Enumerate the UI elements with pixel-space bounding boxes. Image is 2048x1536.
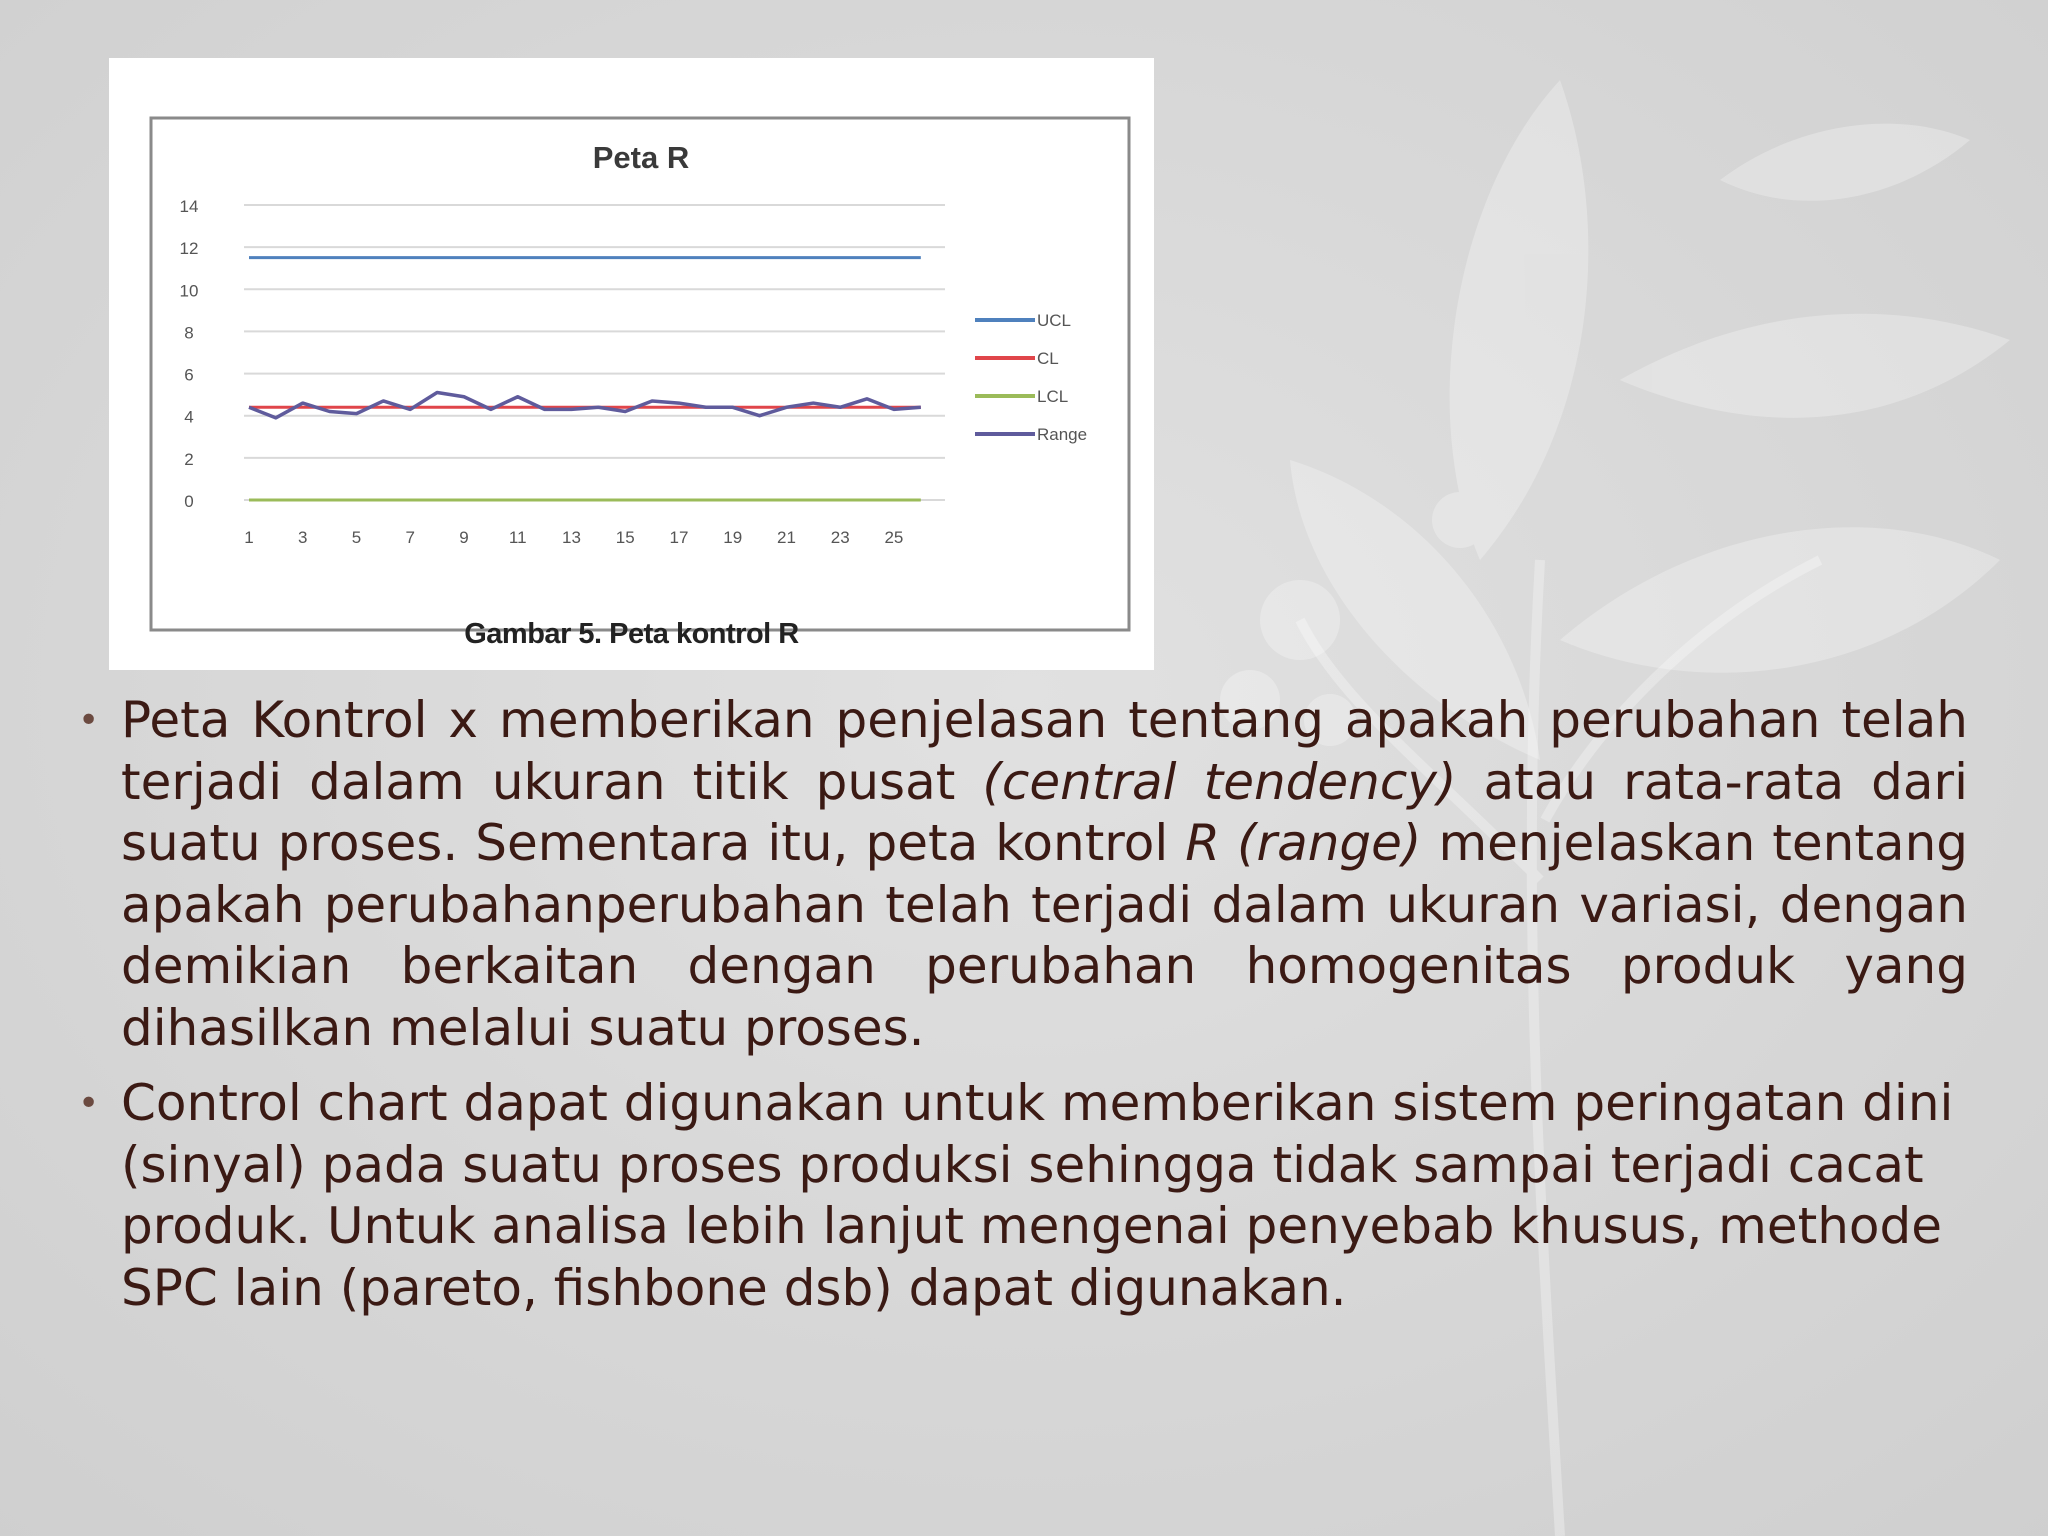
y-tick-label: 4 [184, 407, 194, 427]
bullet-text: R (range) [1185, 814, 1422, 872]
y-tick-label: 2 [184, 449, 194, 469]
bullet-text: Control chart dapat digunakan untuk memberikan sistem peringatan dini (sinyal) pada suatu proses produksi sehingga tidak sampai terjadi cacat produk. Untuk analisa lebih lanjut mengenai penyebab khusus, methode SPC lain (pareto, fishbone dsb) dapat digunakan. [121, 1074, 1954, 1317]
chart-title: Peta R [592, 140, 690, 175]
bullet-text: (central tendency) [982, 752, 1457, 811]
bullet-dot-icon: • [78, 1083, 100, 1124]
bullet-dot-icon: • [78, 700, 100, 741]
x-tick-label: 1 [244, 528, 254, 547]
y-tick-label: 8 [184, 323, 194, 343]
bullet-text: menjelaskan tentang apakah perubahanperubahan telah terjadi dalam ukuran variasi, dengan demikian berkaitan dengan perubahan homogenitas produk yang dihasilkan melalui suatu proses. [121, 814, 1969, 1057]
bullet-text: Peta Kontrol x memberikan penjelasan tentang apakah perubahan telah terjadi dalam ukuran titik pusat [121, 691, 1968, 811]
x-tick-label: 17 [669, 528, 689, 547]
x-tick-label: 11 [508, 528, 527, 547]
x-tick-label: 13 [562, 528, 581, 547]
x-tick-label: 15 [615, 528, 635, 547]
bullet-item [78, 1073, 1968, 1319]
x-tick-label: 21 [776, 528, 796, 547]
x-tick-label: 19 [723, 528, 743, 547]
y-tick-label: 0 [184, 492, 194, 511]
x-tick-label: 23 [830, 528, 850, 547]
x-tick-label: 25 [884, 528, 904, 547]
chart-figure [109, 58, 1154, 670]
figure-caption: Gambar 5. Peta kontrol R [464, 618, 799, 650]
y-tick-label: 12 [179, 239, 199, 259]
x-tick-label: 7 [405, 528, 415, 547]
x-tick-label: 9 [459, 528, 469, 547]
legend-label: Range [1037, 425, 1088, 444]
chart [109, 58, 1154, 670]
bullet-item [78, 690, 1968, 1059]
y-tick-label: 6 [184, 365, 194, 385]
bullet-list [78, 690, 1968, 1333]
y-tick-label: 10 [179, 281, 199, 301]
bullet-text: atau rata-rata dari suatu proses. Sementara itu, peta kontrol [121, 752, 1968, 872]
legend-label: LCL [1037, 387, 1069, 406]
x-tick-label: 5 [351, 528, 362, 547]
y-tick-label: 14 [179, 197, 199, 216]
x-tick-label: 3 [298, 528, 308, 547]
legend-label: UCL [1037, 311, 1072, 330]
legend-label: CL [1037, 349, 1059, 368]
